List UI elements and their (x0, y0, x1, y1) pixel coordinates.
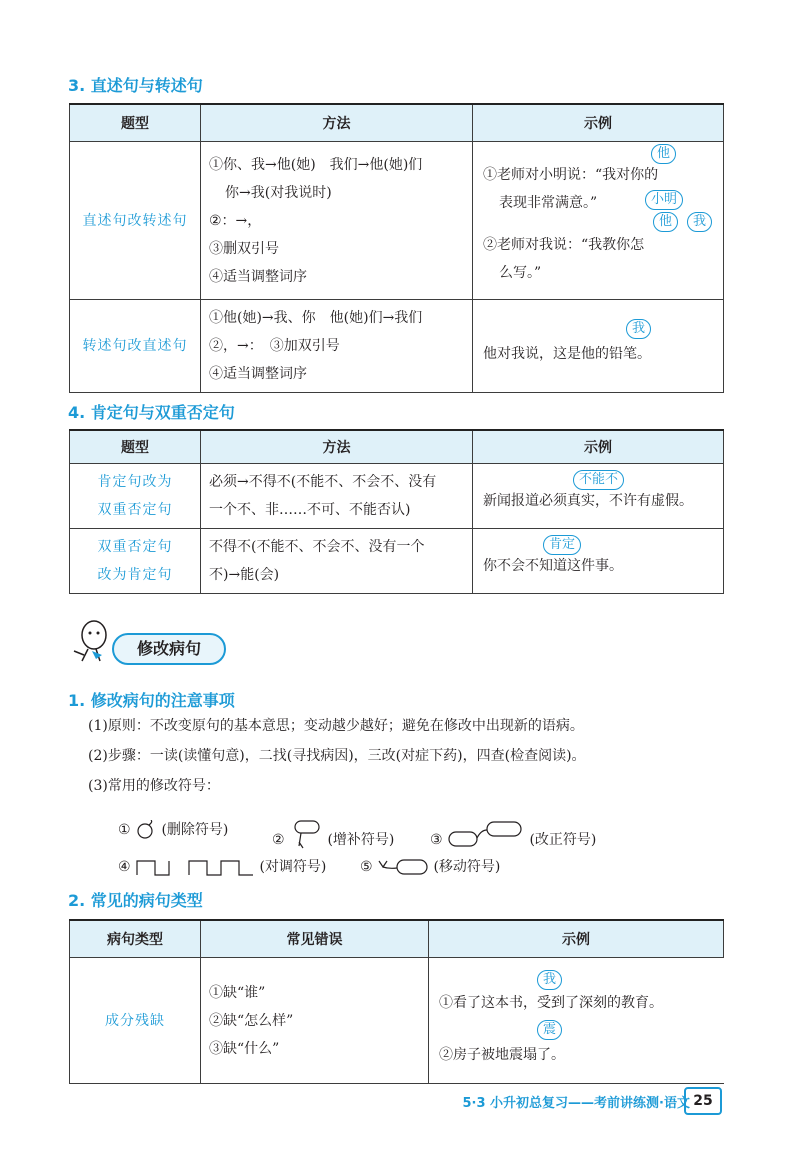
symbol-label: (删除符号) (161, 822, 229, 838)
example-text: 你不会不知道这件事。 (483, 558, 623, 574)
header-type: 题型 (70, 104, 201, 142)
example-text: 他对我说，这是他的铅笔。 (483, 346, 651, 362)
section-title: 4. 肯定句与双重否定句 (68, 403, 235, 422)
method-line: ②：→， (209, 212, 262, 229)
correction-annotation: 肯定 (543, 535, 581, 555)
method-line: ②，→： ③加双引号 (209, 338, 340, 354)
paragraph: (2)步骤：一读(读懂句意)，二找(寻找病因)，三改(对症下药)，四查(检查阅读)。 (88, 748, 586, 764)
example-text: 表现非常满意。” (499, 194, 598, 211)
type-line: 改为肯定句 (97, 567, 173, 583)
method-line: 不得不(不能不、不会不、没有一个 (209, 539, 425, 555)
section-banner: 修改病句 (112, 633, 226, 665)
example-cell (473, 464, 724, 529)
type-line: 双重否定句 (97, 539, 173, 555)
insert-symbol-icon (289, 820, 323, 850)
section-title: 2. 常见的病句类型 (68, 891, 203, 910)
error-line: ③缺“什么” (209, 1040, 280, 1057)
symbol-row (430, 820, 596, 850)
symbol-number: ④ (118, 859, 131, 875)
swap-symbol-icon (135, 857, 255, 877)
sentence-error-table (69, 919, 724, 1084)
page-number: 25 (684, 1087, 722, 1115)
correction-annotation: 不能不 (573, 470, 624, 490)
correction-annotation: 我 (626, 319, 651, 339)
paragraph: (1)原则：不改变原句的基本意思；变动越少越好；避免在修改中出现新的语病。 (88, 718, 584, 734)
method-cell (201, 300, 473, 393)
example-cell (473, 300, 724, 393)
method-cell (201, 529, 473, 594)
example-text: ①看了这本书，受到了深刻的教育。 (439, 994, 663, 1011)
type-line: 肯定句改为 (97, 474, 173, 490)
footer-text: 5·3 小升初总复习——考前讲练测·语文 (462, 1096, 690, 1111)
correction-annotation: 他 (651, 144, 676, 164)
example-text: ②老师对我说：“我教你怎 (483, 236, 645, 253)
method-line: ①你、我→他(她) 我们→他(她)们 (209, 156, 423, 173)
type-cell: 直述句改转述句 (70, 142, 201, 300)
method-cell (201, 464, 473, 529)
header-error: 常见错误 (201, 920, 429, 958)
paragraph: (3)常用的修改符号： (88, 778, 220, 794)
method-cell (201, 142, 473, 300)
affirmative-double-negative-table (69, 429, 724, 594)
example-cell (429, 958, 724, 1084)
header-example: 示例 (473, 430, 724, 464)
correction-annotation: 震 (537, 1020, 562, 1040)
symbol-row (118, 857, 326, 877)
symbol-number: ⑤ (360, 859, 373, 875)
example-cell (473, 529, 724, 594)
section-title: 1. 修改病句的注意事项 (68, 691, 235, 710)
header-method: 方法 (201, 104, 473, 142)
header-example: 示例 (429, 920, 724, 958)
method-line: 不)→能(会) (209, 567, 280, 583)
header-example: 示例 (473, 104, 724, 142)
section-title: 3. 直述句与转述句 (68, 76, 203, 95)
correction-annotation: 小明 (645, 190, 683, 210)
correction-annotation: 他 (653, 212, 678, 232)
move-symbol-icon (377, 857, 429, 877)
error-cell (201, 958, 429, 1084)
symbol-label: (移动符号) (433, 859, 501, 875)
method-line: 必须→不得不(不能不、不会不、没有 (209, 474, 437, 490)
example-cell (473, 142, 724, 300)
delete-symbol-icon (135, 820, 157, 840)
type-cell: 成分残缺 (70, 958, 201, 1084)
mascot-icon (66, 615, 116, 665)
correct-symbol-icon (447, 820, 525, 850)
method-line: ④适当调整词序 (209, 268, 307, 285)
type-line: 双重否定句 (97, 502, 173, 518)
example-text: 么写。” (499, 264, 542, 281)
method-line: 你→我(对我说时) (225, 184, 332, 201)
symbol-number: ② (272, 832, 285, 848)
example-text: ②房子被地震塌了。 (439, 1046, 565, 1063)
header-method: 方法 (201, 430, 473, 464)
direct-indirect-table (69, 103, 724, 393)
error-line: ①缺“谁” (209, 984, 266, 1001)
symbol-row (272, 820, 394, 850)
symbol-row (118, 820, 228, 840)
method-line: ③删双引号 (209, 240, 279, 257)
type-cell: 转述句改直述句 (70, 300, 201, 393)
type-cell (70, 464, 201, 529)
header-type: 题型 (70, 430, 201, 464)
correction-annotation: 我 (687, 212, 712, 232)
error-line: ②缺“怎么样” (209, 1012, 294, 1029)
method-line: 一个不、非……不可、不能否认) (209, 502, 411, 518)
example-text: ①老师对小明说：“我对你的 (483, 166, 659, 183)
method-line: ①他(她)→我、你 他(她)们→我们 (209, 310, 423, 326)
symbol-row (360, 857, 500, 877)
method-line: ④适当调整词序 (209, 366, 307, 382)
symbol-label: (增补符号) (327, 832, 395, 848)
example-text: 新闻报道必须真实，不许有虚假。 (483, 493, 693, 509)
symbol-label: (对调符号) (259, 859, 327, 875)
symbol-label: (改正符号) (529, 832, 597, 848)
correction-annotation: 我 (537, 970, 562, 990)
header-type: 病句类型 (70, 920, 201, 958)
type-cell (70, 529, 201, 594)
symbol-number: ① (118, 822, 131, 838)
symbol-number: ③ (430, 832, 443, 848)
